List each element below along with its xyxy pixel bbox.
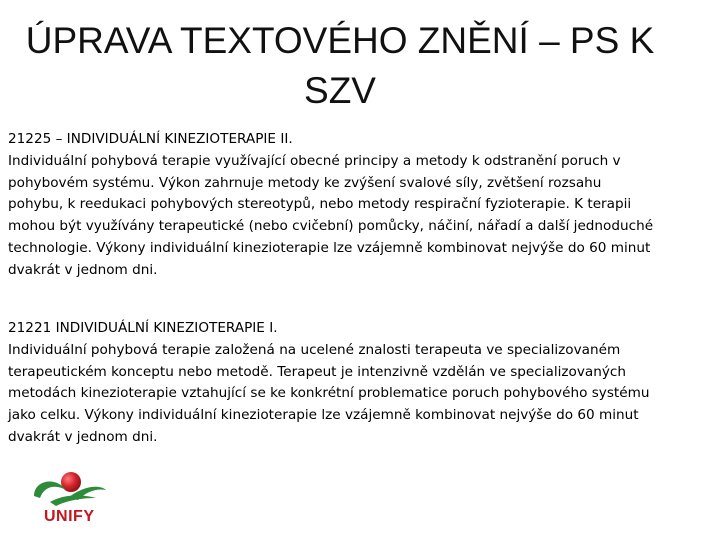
slide-title: ÚPRAVA TEXTOVÉHO ZNĚNÍ – PS K SZV bbox=[25, 20, 655, 111]
section-body: Individuální pohybová terapie využívající obecné principy a metody k odstranění poruch v pohybovém systému. Výkon zahrnuje metody ke zvýšení svalové síly, zvětšení rozsahu pohybu, k reedukaci pohybových stereotypů, nebo metody respirační fyzioterapie. K terapii mohou být využívány terapeutické (nebo cvičební) pomůcky, náčiní, nářadí a další jednoduché technologie. Výkony individuální kinezioterapie lze vzájemně kombinovat nejvýše do 60 minut dvakrát v jednom dni. bbox=[8, 152, 654, 278]
section-kinezioterapie-ii bbox=[8, 129, 658, 282]
section-kinezioterapie-i bbox=[8, 318, 658, 449]
logo-lower-swoosh-icon bbox=[50, 495, 96, 506]
logo-ball-icon bbox=[61, 472, 81, 492]
section-heading: 21221 INDIVIDUÁLNÍ KINEZIOTERAPIE I. bbox=[8, 320, 278, 336]
section-body: Individuální pohybová terapie založená na ucelené znalosti terapeuta ve specializovaném terapeutickém konceptu nebo metodě. Terapeut je intenzivně vzdělán ve specializovaných metodách kinezioterapie vztahující se ke konkrétní problematice poruch pohybového systému jako celku. Výkony individuální kinezioterapie lze vzájemně kombinovat nejvýše do 60 minut dvakrát v jednom dni. bbox=[8, 341, 650, 445]
section-heading: 21225 – INDIVIDUÁLNÍ KINEZIOTERAPIE II. bbox=[8, 131, 293, 147]
logo-graphic-icon bbox=[30, 468, 130, 512]
logo-text: UNIFY bbox=[44, 508, 95, 525]
unify-logo bbox=[30, 468, 130, 530]
